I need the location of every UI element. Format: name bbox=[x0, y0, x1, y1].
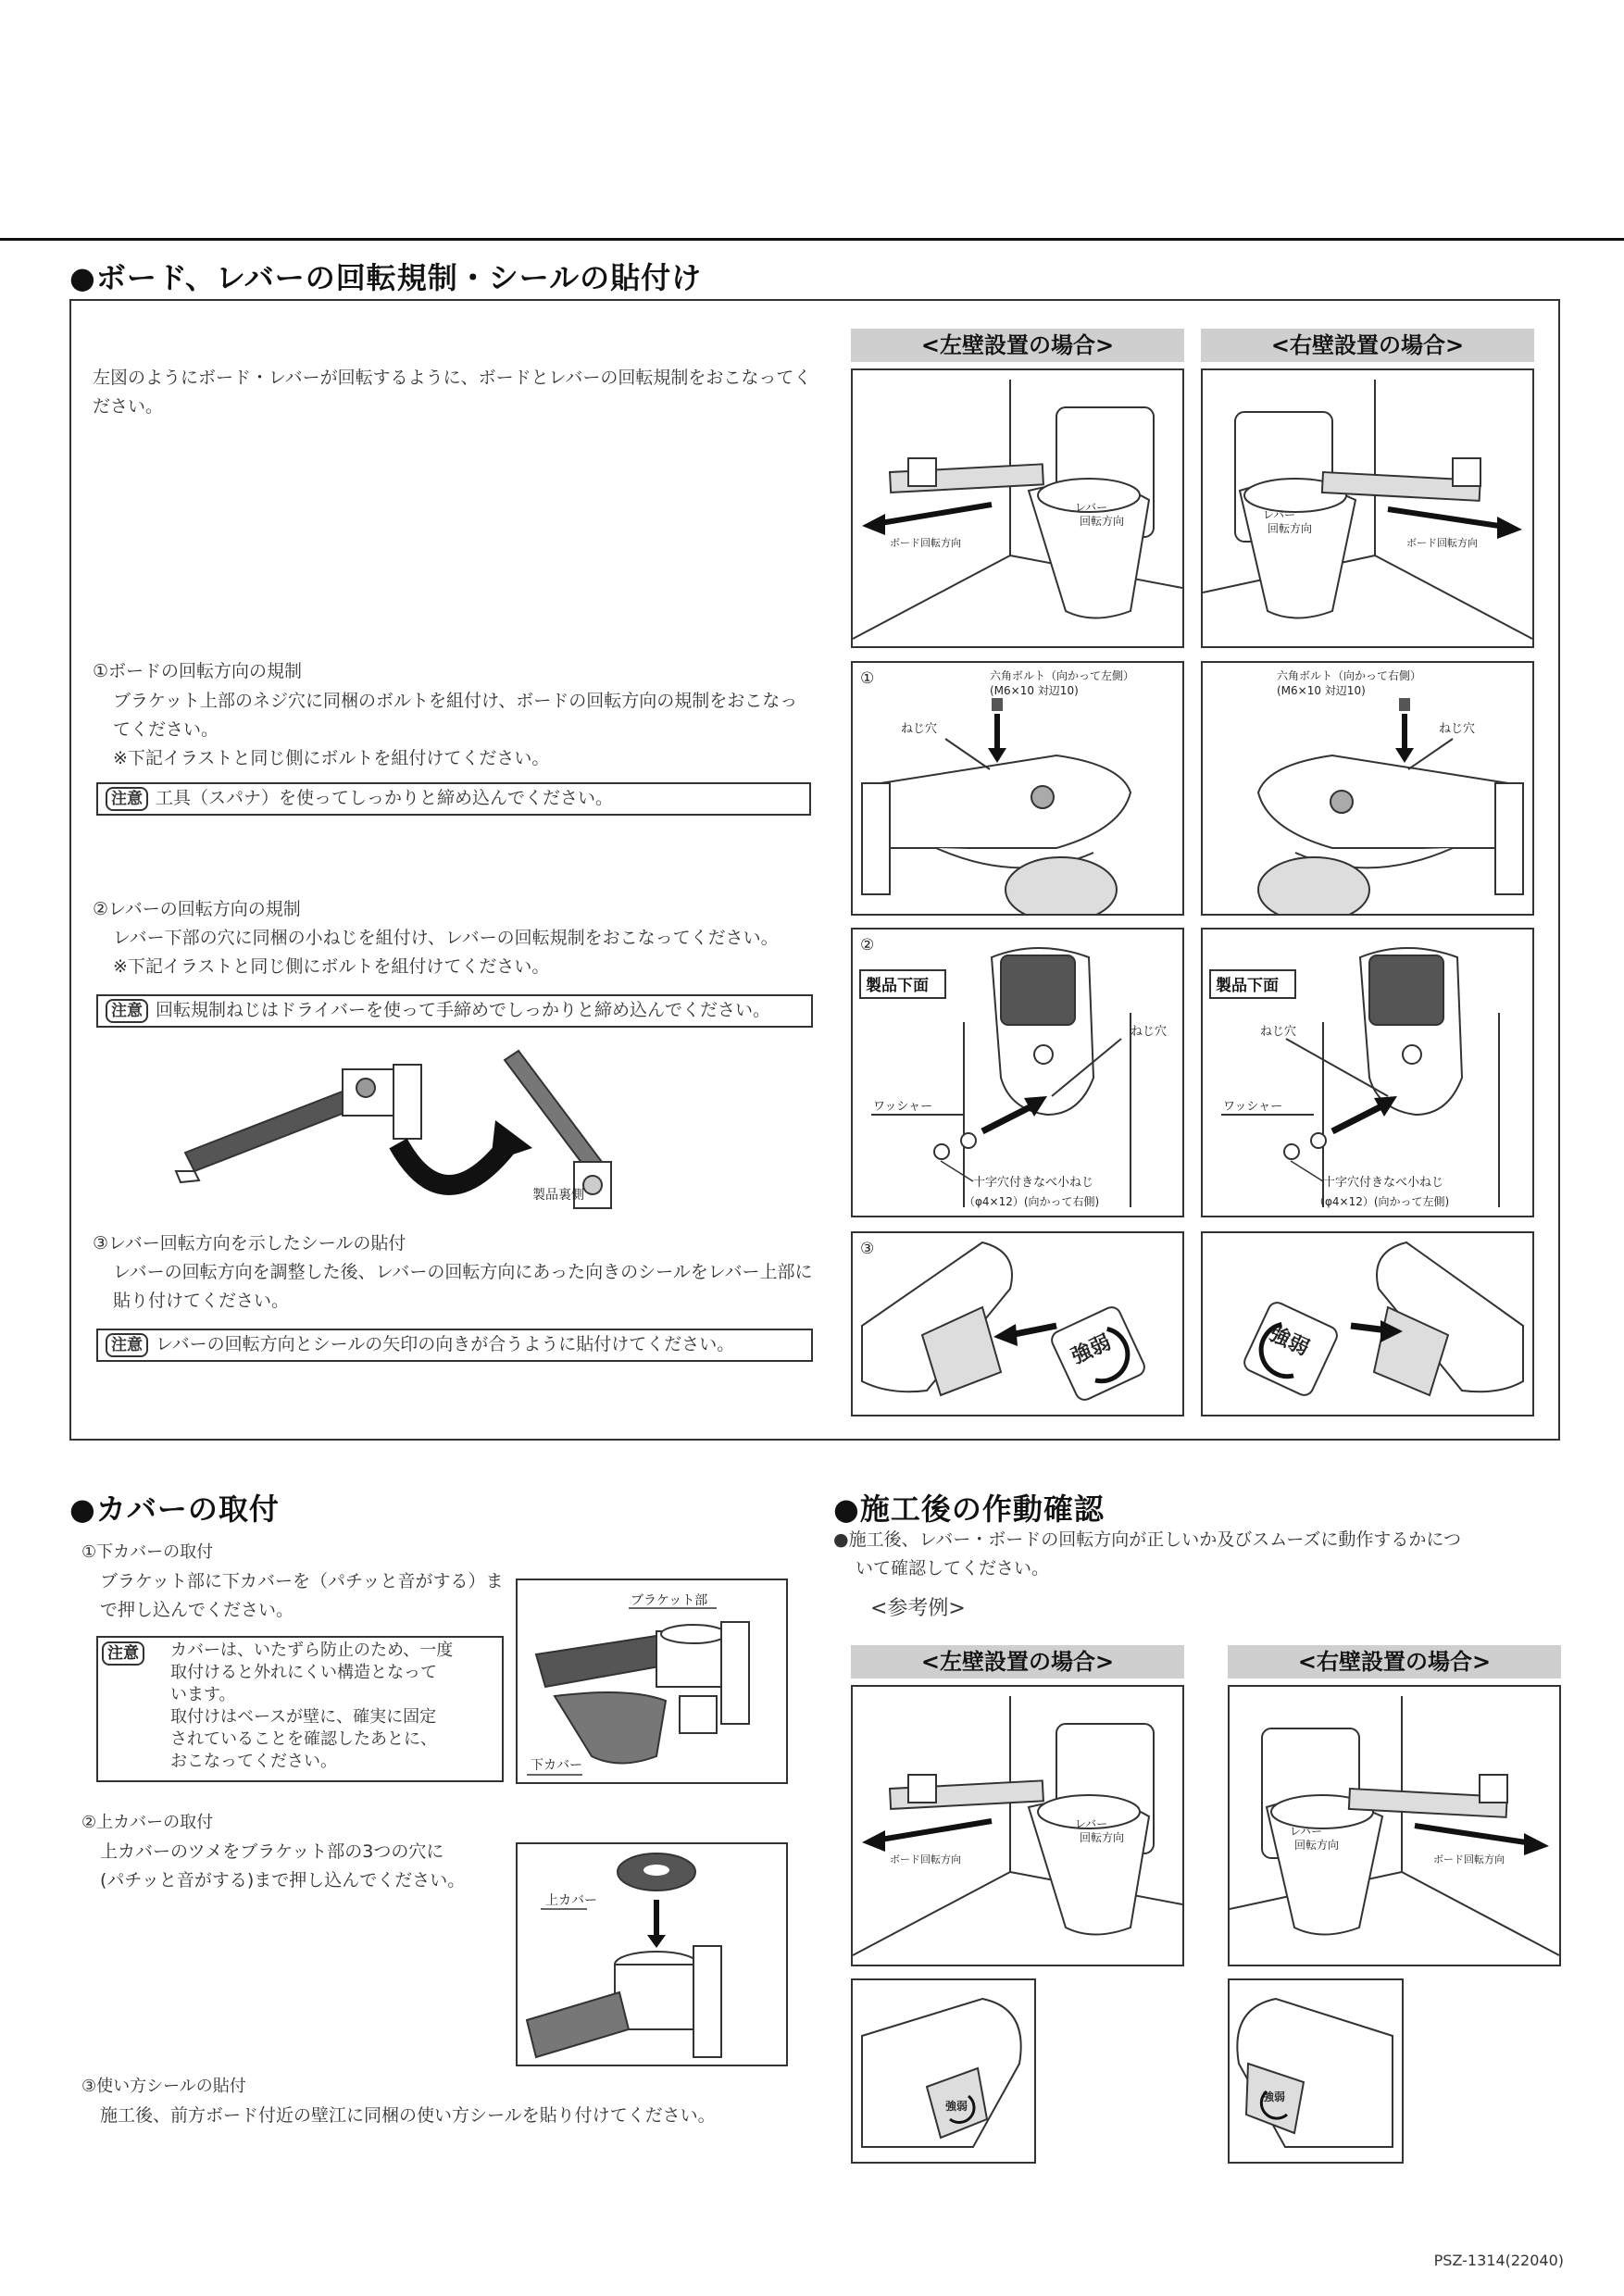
section3-title: ●施工後の作動確認 bbox=[833, 1491, 1105, 1527]
panel-check-seal-right bbox=[1228, 1978, 1404, 2164]
bolt-spec-label: (M6×10 対辺10) bbox=[1277, 684, 1366, 697]
panel-upper-cover bbox=[516, 1842, 788, 2066]
washer-label: ワッシャー bbox=[1223, 1100, 1283, 1114]
step2-note-text: 回転規制ねじはドライバーを使って手締めでしっかりと締め込んでください。 bbox=[156, 1000, 771, 1020]
check-left-header: <左壁設置の場合> bbox=[851, 1645, 1184, 1678]
lever-dir-label-1: レバー bbox=[1075, 1817, 1108, 1830]
washer-label: ワッシャー bbox=[873, 1100, 933, 1114]
right-wall-header: <右壁設置の場合> bbox=[1201, 329, 1534, 362]
lever-dir-label-2: 回転方向 bbox=[1080, 1831, 1125, 1844]
section1-title: ●ボード、レバーの回転規制・シールの貼付け bbox=[69, 260, 703, 295]
cover-note-box bbox=[96, 1636, 504, 1782]
panel-number: ① bbox=[860, 669, 875, 688]
lever-dir-label-1: レバー bbox=[1290, 1825, 1323, 1838]
pan-screw-label: 十字穴付きなべ小ねじ bbox=[1323, 1176, 1444, 1190]
screw-hole-label: ねじ穴 bbox=[1439, 722, 1476, 736]
step1-heading: ①ボードの回転方向の規制 bbox=[93, 661, 303, 681]
step1-note bbox=[96, 782, 811, 816]
pan-screw-spec-label: （φ4×12）(向かって右側) bbox=[964, 1195, 1100, 1208]
cover-step1-heading: ①下カバーの取付 bbox=[81, 1542, 214, 1562]
step3-note-text: レバーの回転方向とシールの矢印の向きが合うように貼付けてください。 bbox=[156, 1334, 735, 1354]
panel-step2-right bbox=[1201, 928, 1534, 1217]
cover-note-line: 取付けはベースが壁に、確実に固定 bbox=[170, 1707, 437, 1727]
cover-note-line: カバーは、いたずら防止のため、一度 bbox=[170, 1641, 454, 1660]
seal-text: 強弱 bbox=[1263, 2090, 1286, 2103]
cover-note-line: 取付けると外れにくい構造となって bbox=[170, 1663, 437, 1682]
cover-note-line: おこなってください。 bbox=[170, 1752, 337, 1771]
lever-dir-label-2: 回転方向 bbox=[1294, 1839, 1340, 1852]
note-badge: 注意 bbox=[106, 1333, 148, 1357]
seal-text: 強弱 bbox=[1068, 1330, 1115, 1369]
note-badge: 注意 bbox=[106, 999, 148, 1023]
note-badge: 注意 bbox=[102, 1641, 144, 1666]
step2-text: レバー下部の穴に同梱の小ねじを組付け、レバーの回転規制をおこなってください。 bbox=[113, 928, 779, 948]
back-side-label: 製品裏側 bbox=[532, 1188, 584, 1203]
lever-rotation-illustration bbox=[167, 1032, 685, 1217]
board-dir-label: ボード回転方向 bbox=[890, 1853, 961, 1866]
section3-bullet-1: ●施工後、レバー・ボードの回転方向が正しいか及びスムーズに動作するかにつ bbox=[833, 1529, 1461, 1550]
panel-step2-left bbox=[851, 928, 1184, 1217]
seal-text: 強弱 bbox=[945, 2100, 968, 2113]
step1-sub: ※下記イラストと同じ側にボルトを組付けてください。 bbox=[113, 748, 550, 768]
step1-text: ブラケット上部のネジ穴に同梱のボルトを組付け、ボードの回転方向の規制をおこなってください。 bbox=[113, 691, 798, 740]
bolt-left-label: 六角ボルト（向かって左側） bbox=[990, 669, 1135, 682]
section2-title: ●カバーの取付 bbox=[69, 1491, 280, 1527]
note-badge: 注意 bbox=[106, 787, 148, 811]
panel-left-overview bbox=[851, 368, 1184, 648]
lower-cover-label: 下カバー bbox=[531, 1758, 582, 1773]
section3-bullet-2: いて確認してください。 bbox=[856, 1558, 1050, 1578]
screw-hole-label: ねじ穴 bbox=[1260, 1025, 1297, 1039]
cover-step2-text-2: (パチッと音がする)まで押し込んでください。 bbox=[100, 1870, 466, 1890]
check-right-header: <右壁設置の場合> bbox=[1228, 1645, 1561, 1678]
lever-dir-label-1: レバー bbox=[1075, 501, 1108, 514]
lever-dir-label-2: 回転方向 bbox=[1268, 522, 1313, 535]
panel-step3-left bbox=[851, 1231, 1184, 1416]
board-dir-label: ボード回転方向 bbox=[1433, 1853, 1505, 1866]
screw-hole-label: ねじ穴 bbox=[901, 722, 938, 736]
panel-step3-right bbox=[1201, 1231, 1534, 1416]
section3-example: <参考例> bbox=[870, 1597, 966, 1620]
step3-note bbox=[96, 1329, 813, 1362]
panel-right-overview bbox=[1201, 368, 1534, 648]
document-code: PSZ-1314(22040) bbox=[1433, 2252, 1564, 2269]
cover-step3-text: 施工後、前方ボード付近の壁江に同梱の使い方シールを貼り付けてください。 bbox=[100, 2105, 716, 2126]
top-rule bbox=[0, 238, 1624, 241]
bottom-face-label: 製品下面 bbox=[866, 977, 929, 995]
screw-hole-label: ねじ穴 bbox=[1131, 1025, 1168, 1039]
cover-note-lines bbox=[170, 1640, 504, 1773]
panel-step1-right bbox=[1201, 661, 1534, 916]
panel-number: ② bbox=[860, 936, 875, 955]
pan-screw-spec-label: （φ4×12）(向かって左側) bbox=[1314, 1195, 1450, 1208]
panel-number: ③ bbox=[860, 1240, 875, 1258]
panel-check-right bbox=[1228, 1685, 1561, 1966]
cover-note-line: されていることを確認したあとに、 bbox=[170, 1729, 437, 1749]
step3-text: レバーの回転方向を調整した後、レバーの回転方向にあった向きのシールをレバー上部に貼り付けてください。 bbox=[113, 1262, 813, 1311]
panel-lower-cover bbox=[516, 1578, 788, 1784]
step1-note-text: 工具（スパナ）を使ってしっかりと締め込んでください。 bbox=[156, 788, 614, 808]
panel-check-seal-left bbox=[851, 1978, 1036, 2164]
board-dir-label: ボード回転方向 bbox=[1406, 537, 1478, 549]
upper-cover-label: 上カバー bbox=[545, 1893, 597, 1908]
step2-heading: ②レバーの回転方向の規制 bbox=[93, 899, 301, 919]
step2-note bbox=[96, 994, 813, 1028]
cover-step2-heading: ②上カバーの取付 bbox=[81, 1813, 214, 1832]
pan-screw-label: 十字穴付きなべ小ねじ bbox=[973, 1176, 1094, 1190]
board-dir-label: ボード回転方向 bbox=[890, 537, 961, 549]
cover-step1-text: ブラケット部に下カバーを（パチッと音がする）まで押し込んでください。 bbox=[100, 1571, 504, 1620]
lever-dir-label-1: レバー bbox=[1263, 508, 1296, 521]
panel-step1-left bbox=[851, 661, 1184, 916]
seal-text: 強弱 bbox=[1265, 1322, 1313, 1361]
step3-heading: ③レバー回転方向を示したシールの貼付 bbox=[93, 1233, 406, 1254]
bottom-face-label: 製品下面 bbox=[1216, 977, 1279, 995]
bolt-spec-label: (M6×10 対辺10) bbox=[990, 684, 1079, 697]
cover-step3-heading: ③使い方シールの貼付 bbox=[81, 2077, 246, 2096]
left-wall-header: <左壁設置の場合> bbox=[851, 329, 1184, 362]
bracket-label: ブラケット部 bbox=[631, 1593, 708, 1608]
section1-intro: 左図のようにボード・レバーが回転するように、ボードとレバーの回転規制をおこなってください。 bbox=[93, 368, 812, 417]
step2-sub: ※下記イラストと同じ側にボルトを組付けてください。 bbox=[113, 956, 550, 977]
panel-check-left bbox=[851, 1685, 1184, 1966]
bolt-right-label: 六角ボルト（向かって右側） bbox=[1277, 669, 1422, 682]
cover-note-line: います。 bbox=[170, 1685, 236, 1704]
lever-dir-label-2: 回転方向 bbox=[1080, 515, 1125, 528]
cover-step2-text-1: 上カバーのツメをブラケット部の3つの穴に bbox=[100, 1841, 444, 1862]
